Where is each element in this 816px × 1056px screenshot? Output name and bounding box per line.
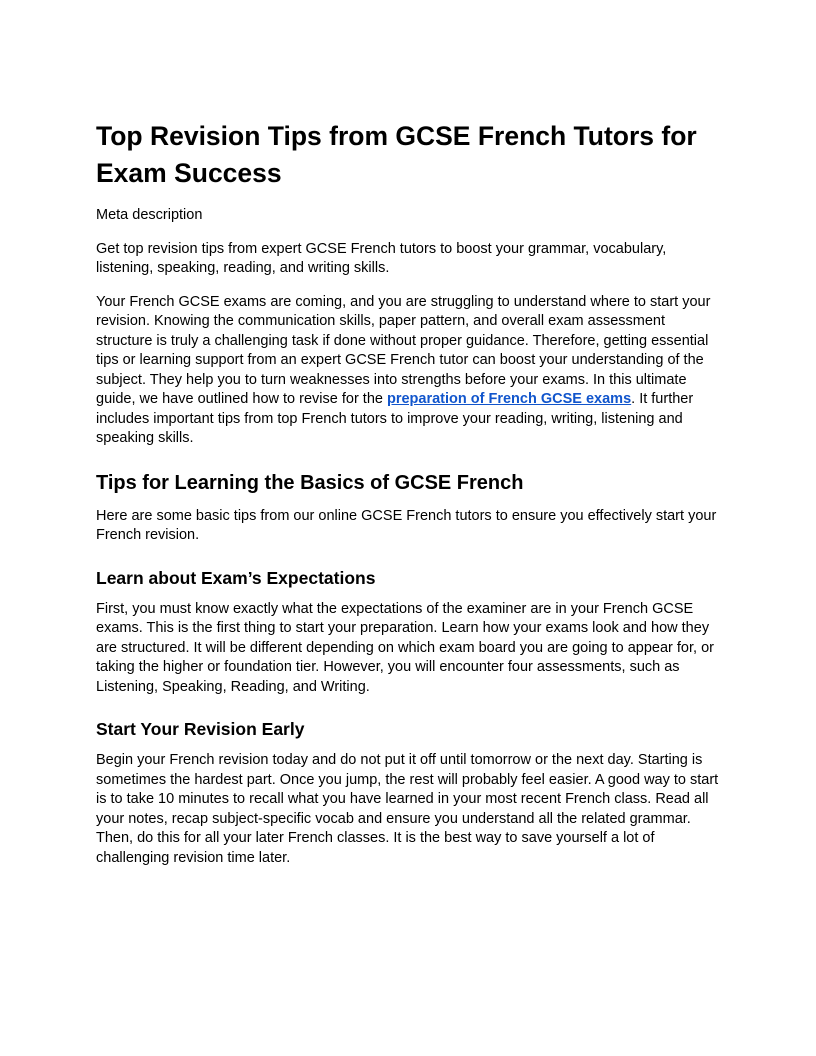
revision-early-paragraph: Begin your French revision today and do not put it off until tomorrow or the next day. Starting is sometimes the hardest part. Once you jump, the rest will probably feel easier. A good way to start is to take 10 minutes to recall what you have learned in your most recent French class. Read all your notes, recap subject-specific vocab and ensure you understand all the related grammar. Then, do this for all your later French classes. It is the best way to save yourself a lot of challenging revision time later. [96,752,719,866]
document-page [96,118,720,882]
meta-description-text: Get top revision tips from expert GCSE French tutors to boost your grammar, vocabulary, listening, speaking, reading, and writing skills. [96,240,667,276]
subsection-heading-exam-expectations: Learn about Exam’s Expectations [96,567,376,588]
subsection-heading-revision-early: Start Your Revision Early [96,719,305,739]
intro-paragraph [96,293,720,449]
section-heading-basics: Tips for Learning the Basics of GCSE French [96,471,524,494]
intro-text-before-link: Your French GCSE exams are coming, and you are struggling to understand where to start your revision. Knowing the communication skills, paper pattern, and overall exam assessment structure is truly a challenging task if done without proper guidance. Therefore, getting essential tips or learning support from an expert GCSE French tutor can boost your understanding of the subject. They help you to turn weaknesses into strengths before your exams. In this ultimate guide, we have outlined how to revise for the [96,293,711,407]
section-basics-paragraph: Here are some basic tips from our online GCSE French tutors to ensure you effectively start your French revision. [96,507,717,543]
intro-text-after-link: . It further includes important tips from top French tutors to improve your reading, writing, listening and speaking skills. [96,391,694,446]
document-title: Top Revision Tips from GCSE French Tutors for Exam Success [96,121,697,188]
meta-description-label: Meta description [96,207,203,223]
exam-expectations-paragraph: First, you must know exactly what the expectations of the examiner are in your French GCSE exams. This is the first thing to start your preparation. Learn how your exams look and how they are structured. It will be different depending on which exam board you are going to appear for, or taking the higher or foundation tier. However, you will encounter four assessments, such as Listening, Speaking, Reading, and Writing. [96,600,714,695]
preparation-link[interactable]: preparation of French GCSE exams [386,391,632,407]
